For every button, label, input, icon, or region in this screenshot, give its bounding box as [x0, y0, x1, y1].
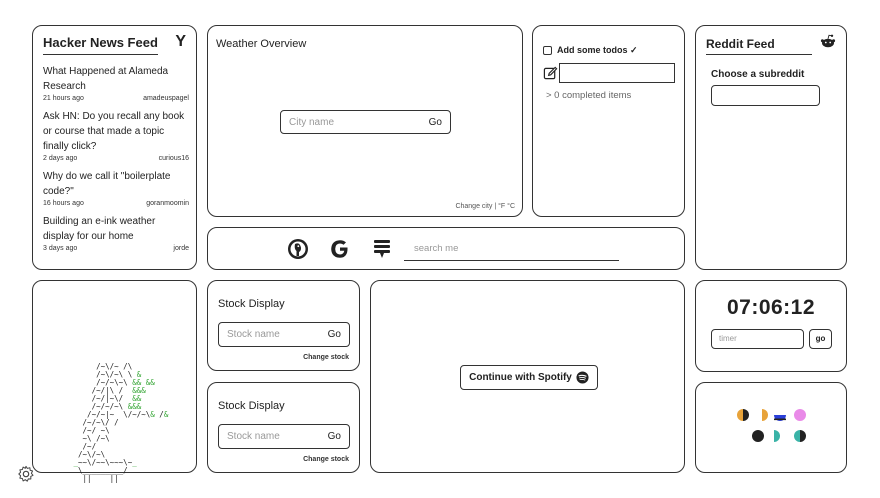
clock-card	[695, 280, 847, 372]
weather-card	[207, 25, 523, 217]
hn-item[interactable]	[43, 64, 189, 102]
hn-item-author: jorde	[173, 245, 189, 252]
hn-item-time: 21 hours ago	[43, 95, 84, 102]
shapes-card	[695, 382, 847, 473]
todo-input[interactable]	[559, 63, 675, 83]
bing-icon[interactable]	[370, 237, 394, 261]
change-stock-link[interactable]: Change stock	[303, 354, 349, 361]
stock-input[interactable]	[218, 424, 350, 449]
shape-half-disc-icon[interactable]	[762, 409, 768, 421]
duckduckgo-icon[interactable]	[286, 237, 310, 261]
hn-item-time: 16 hours ago	[43, 200, 84, 207]
shape-pink-circle-icon[interactable]	[794, 409, 806, 421]
color-shapes	[736, 407, 808, 447]
hn-item-time: 2 days ago	[43, 155, 78, 162]
change-city-link[interactable]: Change city	[455, 203, 493, 210]
search-engine-icons	[286, 237, 394, 261]
stock-title: Stock Display	[218, 298, 285, 310]
shape-bowl-icon[interactable]	[774, 415, 786, 421]
stock-card	[207, 382, 360, 473]
spotify-button-label: Continue with Spotify	[469, 372, 572, 383]
hacker-news-card	[32, 25, 197, 270]
change-stock-link[interactable]: Change stock	[303, 456, 349, 463]
choose-subreddit-label: Choose a subreddit	[711, 69, 805, 80]
reddit-icon	[820, 34, 836, 48]
hn-title: Hacker News Feed	[43, 35, 158, 55]
timer-go-button[interactable]: go	[809, 329, 832, 349]
google-icon[interactable]	[328, 237, 352, 261]
city-input[interactable]	[280, 110, 451, 134]
reddit-card	[695, 25, 847, 270]
shape-black-circle-icon[interactable]	[752, 430, 764, 442]
stock-title: Stock Display	[218, 400, 285, 412]
search-input[interactable]: search me	[404, 239, 619, 261]
shape-teal-half-icon[interactable]	[774, 430, 780, 442]
hn-logo-icon: Y	[175, 33, 186, 50]
bonsai-card	[32, 280, 197, 483]
timer-input[interactable]: timer	[711, 329, 804, 349]
shape-split-circle-icon[interactable]	[794, 430, 806, 442]
stock-go-button[interactable]: Go	[327, 329, 341, 340]
hn-item-title[interactable]: Building an e-ink weather display for our home	[43, 216, 156, 242]
hn-item[interactable]	[43, 214, 189, 252]
hn-item-title[interactable]: Ask HN: Do you recall any book or course that made a topic finally click?	[43, 111, 185, 152]
stock-card	[207, 280, 360, 371]
todo-input-row	[543, 63, 675, 83]
edit-icon	[543, 66, 558, 81]
todo-checkbox[interactable]	[543, 46, 552, 55]
stock-go-button[interactable]: Go	[327, 431, 341, 442]
unit-toggle[interactable]: | °F °C	[494, 203, 515, 210]
weather-footer	[455, 203, 515, 210]
city-placeholder: City name	[289, 116, 335, 128]
subreddit-input[interactable]	[711, 85, 820, 106]
todo-card	[532, 25, 685, 217]
hn-item-title[interactable]: What Happened at Alameda Research	[43, 66, 169, 92]
add-todos-row	[543, 45, 638, 56]
hn-item-author: curious16	[158, 155, 189, 162]
city-go-button[interactable]: Go	[428, 116, 442, 128]
hn-item[interactable]	[43, 109, 189, 162]
hn-item-title[interactable]: Why do we call it "boilerplate code?"	[43, 171, 171, 197]
hn-item[interactable]	[43, 169, 189, 207]
hn-item-time: 3 days ago	[43, 245, 78, 252]
shape-crescent-icon[interactable]	[737, 430, 743, 442]
clock-time: 07:06:12	[726, 296, 816, 319]
spotify-card	[370, 280, 685, 473]
settings-gear-icon[interactable]	[17, 465, 35, 483]
hn-item-author: amadeuspagel	[143, 95, 189, 102]
spotify-icon	[576, 371, 589, 384]
hn-item-author: goranmoomin	[146, 200, 189, 207]
weather-title: Weather Overview	[216, 38, 307, 50]
hn-list	[43, 64, 189, 259]
spotify-login-button[interactable]	[460, 365, 598, 390]
stock-input[interactable]	[218, 322, 350, 347]
stock-placeholder: Stock name	[227, 329, 280, 340]
stock-placeholder: Stock name	[227, 431, 280, 442]
completed-items-toggle[interactable]: > 0 completed items	[546, 90, 632, 101]
add-todos-label: Add some todos ✓	[557, 45, 638, 55]
bonsai-art: /~\/~ /\ /~\/~\ \ & /~/~\~\ && && /~/|\ / &&& /~/|~\/ && /~/~/~\ &&& /~/~|~ \/~/~\& /& /~/~\/ / /~/ ~\ ~\ /~\ /~/ /~\/~\ _~~\/~~\~~~\~_ \_________/ || ||	[73, 362, 169, 483]
shape-half-circle-icon[interactable]	[737, 409, 749, 421]
reddit-title: Reddit Feed	[706, 37, 812, 55]
search-card	[207, 227, 685, 270]
